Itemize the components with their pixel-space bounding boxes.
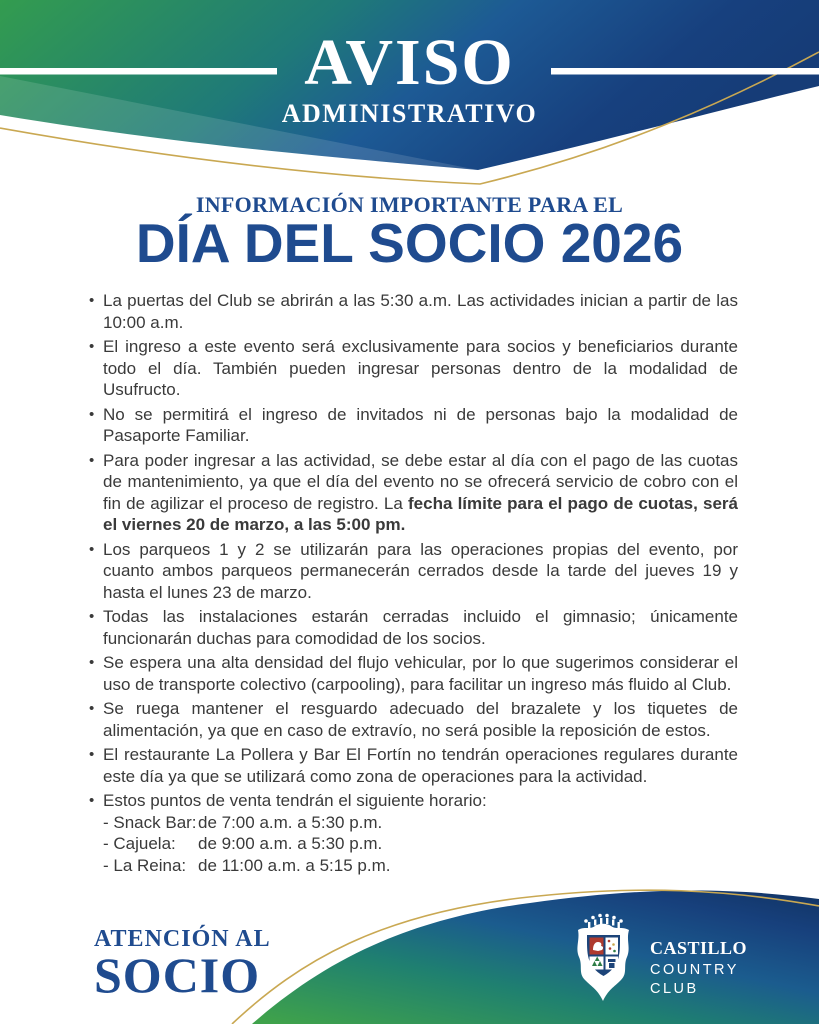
header-title: AVISO xyxy=(304,26,515,99)
notice-bullet: • Se ruega mantener el resguardo adecuado del brazalete y los tiquetes de alimentación, ya que en caso de extravío, no será posible la reposición de estos. xyxy=(88,698,738,741)
notice-title: DÍA DEL SOCIO 2026 xyxy=(135,212,684,274)
attention-block xyxy=(94,926,271,1003)
notice-kicker: INFORMACIÓN IMPORTANTE PARA EL xyxy=(195,192,624,217)
header-subtitle: ADMINISTRATIVO xyxy=(281,99,538,128)
schedule-line: - Snack Bar:de 7:00 a.m. a 5:30 p.m. xyxy=(103,812,383,832)
notice-list xyxy=(88,290,738,879)
notice-bullet: • La puertas del Club se abrirán a las 5:30 a.m. Las actividades inician a partir de las 10:00 a.m. xyxy=(88,290,738,333)
club-name-block xyxy=(650,938,747,997)
notice-bullet: • El restaurante La Pollera y Bar El Fortín no tendrán operaciones regulares durante este día ya que se utilizará como zona de operaciones para la actividad. xyxy=(88,744,738,787)
attention-line1: ATENCIÓN AL xyxy=(94,926,271,952)
notice-bullet: • Para poder ingresar a las actividad, se debe estar al día con el pago de las cuotas de mantenimiento, ya que el día del evento no se ofrecerá servicio de cobro con el fin de agilizar el proceso de registro. La fecha límite para el pago de cuotas, será el viernes 20 de marzo, a las 5:00 pm. xyxy=(88,450,738,536)
schedule-line: - Cajuela: de 9:00 a.m. a 5:30 p.m. xyxy=(103,834,383,853)
club-name-line1: CASTILLO xyxy=(650,938,748,958)
notice-bullet: • Se espera una alta densidad del flujo vehicular, por lo que sugerimos considerar el uso de transporte colectivo (carpooling), para facilitar un ingreso más fluido al Club. xyxy=(88,652,738,695)
notice-bullet: • Todas las instalaciones estarán cerradas incluido el gimnasio; únicamente funcionarán duchas para comodidad de los socios. xyxy=(88,606,738,649)
header-banner xyxy=(0,0,819,200)
club-name-line3: CLUB xyxy=(650,981,699,997)
club-brand xyxy=(566,908,747,1008)
notice-bullet: • El ingreso a este evento será exclusivamente para socios y beneficiarios durante todo el día. También pueden ingresar personas dentro de la modalidad de Usufructo. xyxy=(88,336,738,401)
schedule-line: - La Reina: de 11:00 a.m. a 5:15 p.m. xyxy=(103,855,391,875)
notice-bullet: • No se permitirá el ingreso de invitados ni de personas bajo la modalidad de Pasaporte Familiar. xyxy=(88,404,738,447)
club-name-line2: COUNTRY xyxy=(650,962,739,978)
club-crest-icon xyxy=(566,908,640,1008)
notice-bullet: • Estos puntos de venta tendrán el siguiente horario: - Snack Bar:de 7:00 a.m. a 5:30 p.m. - Cajuela: de 9:00 a.m. a 5:30 p.m. - La Reina: de 11:00 a.m. a 5:15 p.m. xyxy=(88,790,738,876)
notice-bullet: • Los parqueos 1 y 2 se utilizarán para las operaciones propias del evento, por cuanto ambos parqueos permanecerán cerrados desde la tarde del jueves 19 y hasta el lunes 23 de marzo. xyxy=(88,539,738,604)
attention-line2: SOCIO xyxy=(94,947,261,1003)
